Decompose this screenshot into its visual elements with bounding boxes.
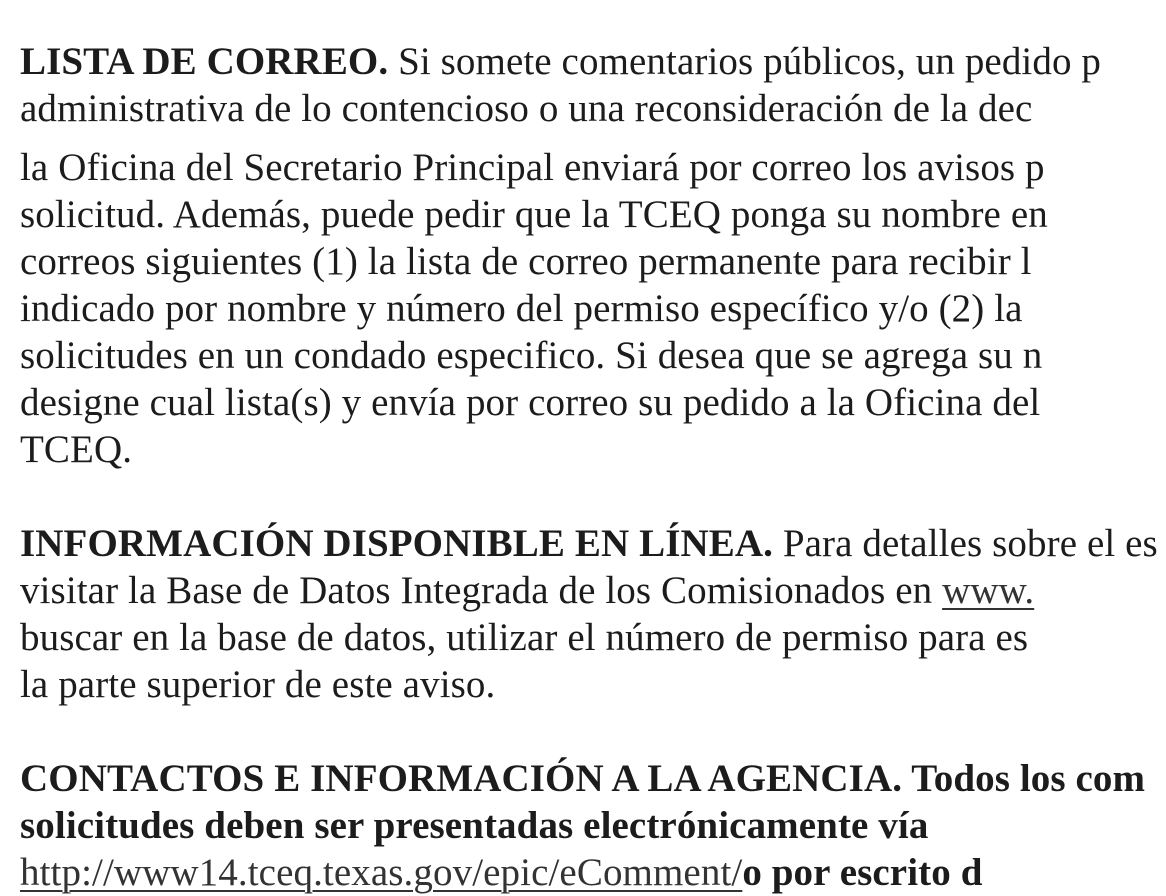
text-line: TCEQ. [20, 428, 133, 471]
text-line: la parte superior de este aviso. [20, 663, 496, 706]
text-line: correos siguientes (1) la lista de correo permanente para recibir l [20, 240, 1032, 283]
mailing-list-heading: LISTA DE CORREO. [20, 40, 389, 83]
online-info-heading: INFORMACIÓN DISPONIBLE EN LÍNEA. [20, 522, 773, 565]
text-line: administrativa de lo contencioso o una reconsideración de la dec [20, 87, 1033, 130]
text-line [20, 567, 1166, 614]
agency-contacts-paragraph [20, 755, 1166, 896]
text-line: designe cual lista(s) y envía por correo su pedido a la Oficina del [20, 381, 1041, 424]
text-run: visitar la Base de Datos Integrada de los Comisionados en [20, 569, 943, 612]
text-line: solicitud. Además, puede pedir que la TCEQ ponga su nombre en [20, 193, 1048, 236]
text-line: buscar en la base de datos, utilizar el número de permiso para es [20, 616, 1029, 659]
online-info-paragraph [20, 520, 1166, 708]
text-line [20, 849, 1166, 896]
text-run: Si somete comentarios públicos, un pedido p [388, 40, 1102, 83]
ecomment-link[interactable]: http://www14.tceq.texas.gov/epic/eComment/ [20, 851, 743, 894]
document-page [20, 38, 1166, 896]
agency-contacts-heading: CONTACTOS E INFORMACIÓN A LA AGENCIA. Todos los com [20, 757, 1146, 800]
text-line [20, 38, 1166, 85]
mailing-list-paragraph [20, 38, 1166, 473]
database-link[interactable]: www. [942, 569, 1035, 612]
text-line: indicado por nombre y número del permiso específico y/o (2) la [20, 287, 1023, 330]
text-line: la Oficina del Secretario Principal enviará por correo los avisos p [20, 146, 1045, 189]
text-run: o por escrito d [742, 851, 983, 894]
text-run: Para detalles sobre el es [772, 522, 1158, 565]
text-line: solicitudes en un condado especifico. Si desea que se agrega su n [20, 334, 1043, 377]
text-line: solicitudes deben ser presentadas electrónicamente vía [20, 804, 929, 847]
text-line [20, 520, 1166, 567]
